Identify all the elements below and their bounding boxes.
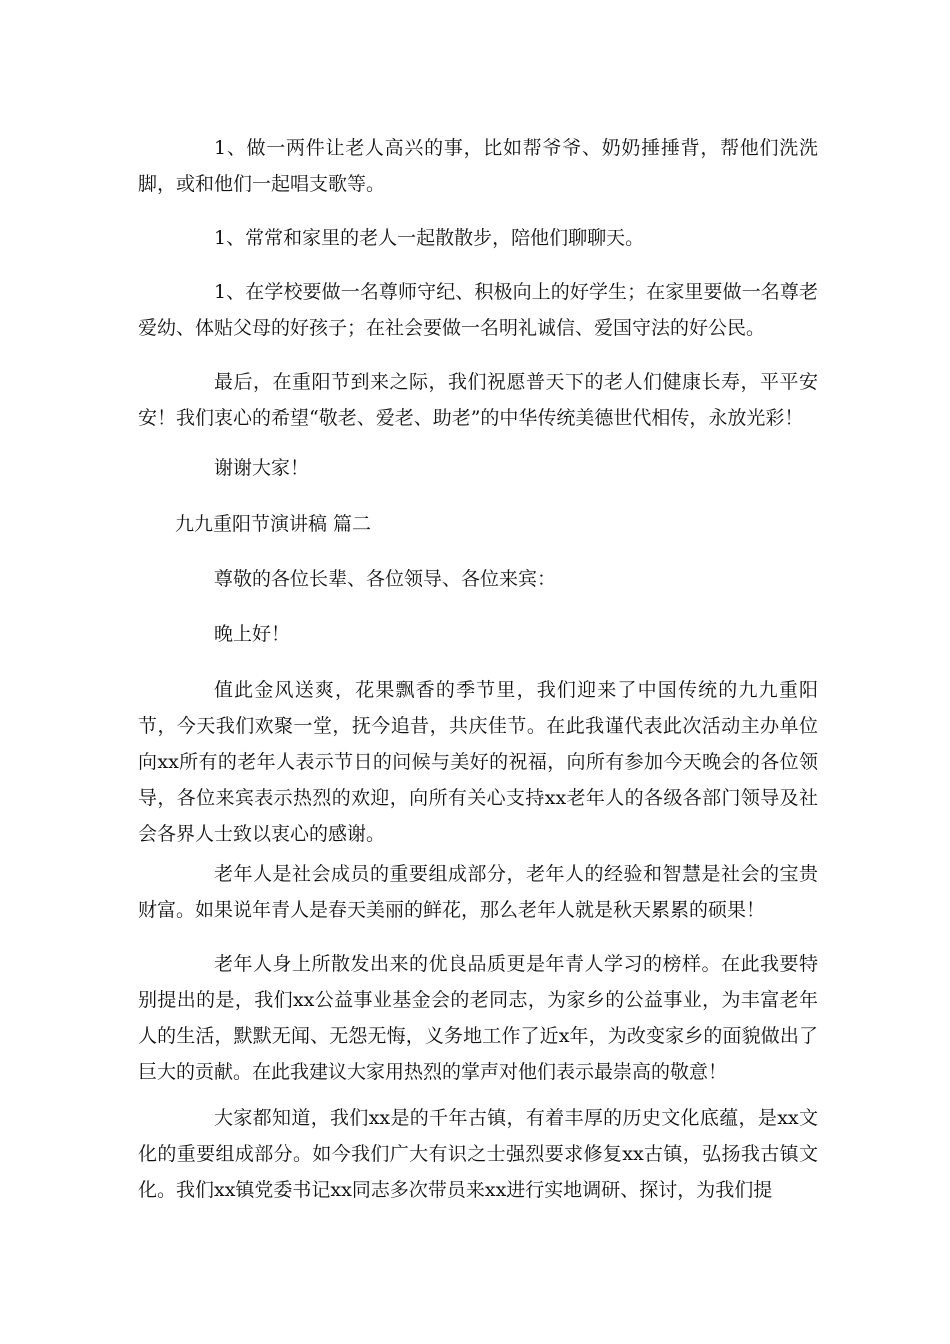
paragraph-10: 老年人是社会成员的重要组成部分，老年人的经验和智慧是社会的宝贵财富。如果说年青人是春天美丽的鲜花，那么老年人就是秋天累累的硕果！ xyxy=(138,863,818,921)
paragraph-1: 1、做一两件让老人高兴的事，比如帮爷爷、奶奶捶捶背，帮他们洗洗脚，或和他们一起唱支歌等。 xyxy=(138,137,818,195)
paragraph-9: 值此金风送爽，花果飘香的季节里，我们迎来了中国传统的九九重阳节，今天我们欢聚一堂，抚今追昔，共庆佳节。在此我谨代表此次活动主办单位向xx所有的老年人表示节日的问候与美好的祝福，向所有参加今天晚会的各位领导，各位来宾表示热烈的欢迎，向所有关心支持xx老年人的各级各部门领导及社会各界人士致以衷心的感谢。 xyxy=(138,679,818,845)
paragraph-11: 老年人身上所散发出来的优良品质更是年青人学习的榜样。在此我要特别提出的是，我们xx公益事业基金会的老同志，为家乡的公益事业，为丰富老年人的生活，默默无闻、无怨无悔，义务地工作了近x年，为改变家乡的面貌做出了巨大的贡献。在此我建议大家用热烈的掌声对他们表示最崇高的敬意！ xyxy=(138,953,818,1083)
paragraph-12: 大家都知道，我们xx是的千年古镇，有着丰厚的历史文化底蕴，是xx文化的重要组成部分。如今我们广大有识之士强烈要求修复xx古镇，弘扬我古镇文化。我们xx镇党委书记xx同志多次带员来xx进行实地调研、探讨，为我们提 xyxy=(138,1107,818,1201)
paragraph-3: 1、在学校要做一名尊师守纪、积极向上的好学生；在家里要做一名尊老爱幼、体贴父母的好孩子；在社会要做一名明礼诚信、爱国守法的好公民。 xyxy=(138,281,818,339)
section-heading: 九九重阳节演讲稿 篇二 xyxy=(175,513,372,535)
paragraph-5: 谢谢大家！ xyxy=(214,457,310,479)
paragraph-2: 1、常常和家里的老人一起散散步，陪他们聊聊天。 xyxy=(214,227,645,249)
salutation: 尊敬的各位长辈、各位领导、各位来宾： xyxy=(214,568,557,590)
paragraph-4: 最后，在重阳节到来之际，我们祝愿普天下的老人们健康长寿，平平安安！我们衷心的希望“敬老、爱老、助老”的中华传统美德世代相传，永放光彩！ xyxy=(138,371,818,429)
greeting: 晚上好！ xyxy=(214,623,291,645)
